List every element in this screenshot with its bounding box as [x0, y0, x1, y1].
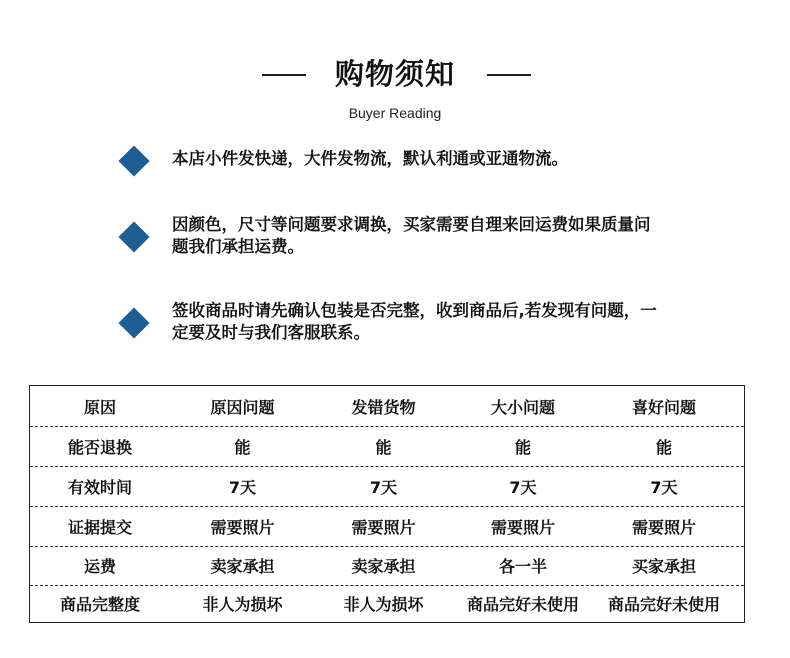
- table-cell: 原因问题: [210, 397, 275, 417]
- table-row: [30, 583, 744, 623]
- notice-text: 本店小件发快递，大件发物流，默认利通或亚通物流。: [172, 149, 568, 168]
- notice-text: 因颜色，尺寸等问题要求调换，买家需要自理来回运费如果质量问题我们承担运费。: [172, 215, 651, 256]
- table-cell: 需要照片: [490, 517, 555, 537]
- table-cell: 7天: [509, 477, 537, 497]
- table-cell: 需要照片: [631, 517, 696, 537]
- table-cell: 商品完好未使用: [466, 594, 579, 614]
- table-cell: 非人为损坏: [343, 594, 424, 614]
- table-cell: 商品完整度: [59, 594, 140, 614]
- table-cell: 大小问题: [490, 397, 555, 417]
- table-cell: 能: [514, 437, 531, 457]
- diamond-icon: [118, 145, 149, 176]
- diamond-icon: [118, 307, 149, 338]
- table-cell: 商品完好未使用: [607, 594, 720, 614]
- table-cell: 能: [655, 437, 672, 457]
- page-subtitle: Buyer Reading: [348, 105, 442, 121]
- table-cell: 运费: [83, 556, 116, 576]
- table-cell: 买家承担: [631, 556, 696, 576]
- table-cell: 7天: [650, 477, 678, 497]
- table-cell: 卖家承担: [351, 556, 416, 576]
- table-cell: 7天: [228, 477, 257, 497]
- title-row: [0, 52, 790, 96]
- table-cell: 有效时间: [67, 477, 132, 497]
- table-cell: 非人为损坏: [202, 594, 283, 614]
- table-cell: 能否退换: [67, 437, 132, 457]
- title-right-rule: [487, 74, 531, 76]
- diamond-icon: [118, 221, 149, 252]
- table-cell: 需要照片: [351, 517, 416, 537]
- table-cell: 喜好问题: [631, 397, 696, 417]
- table-row: [30, 386, 744, 427]
- page-title: 购物须知: [334, 57, 455, 91]
- return-policy-table: [29, 385, 745, 623]
- table-row: [30, 506, 744, 547]
- table-row: [30, 426, 744, 467]
- table-cell: 7天: [369, 477, 398, 497]
- table-cell: 证据提交: [67, 517, 132, 537]
- table-cell: 原因: [83, 397, 116, 417]
- notice-text: 签收商品时请先确认包装是否完整，收到商品后,若发现有问题，一定要及时与我们客服联系。: [172, 301, 657, 342]
- table-cell: 需要照片: [210, 517, 275, 537]
- table-row: [30, 545, 744, 586]
- table-cell: 各一半: [498, 556, 547, 576]
- table-cell: 卖家承担: [210, 556, 275, 576]
- table-cell: 发错货物: [351, 397, 416, 417]
- table-cell: 能: [375, 437, 392, 457]
- table-cell: 能: [234, 437, 251, 457]
- table-row: [30, 466, 744, 507]
